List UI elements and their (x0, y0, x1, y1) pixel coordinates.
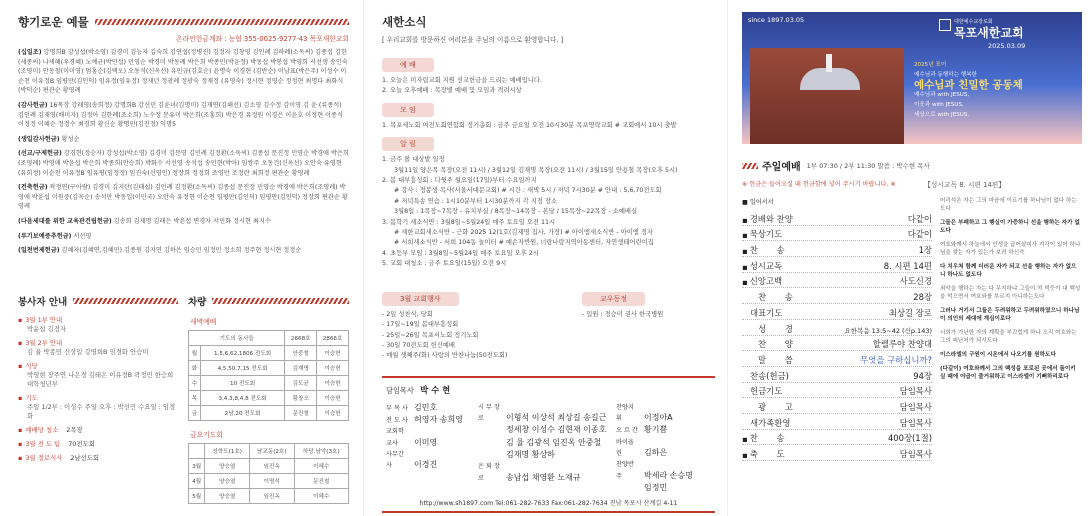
bullet-icon: ▪ (742, 214, 748, 225)
list-item: 1. 오늘은 미자립교회 지원 선교헌금을 드리는 예배입니다. (382, 77, 542, 84)
table-cell: 2866호 (317, 331, 349, 346)
table-cell: 임진옥 (249, 489, 294, 504)
offering-paragraph: (일천번제헌금) 김혜자(김혜연,김혜민) 김종원 김지연 김하은 임승민 임정민 정소희 정주현 정시현 정정순 (18, 247, 302, 255)
order-row (742, 273, 932, 289)
transfer-text: - 입원 : 정승미 권사 한국병원 (582, 310, 664, 318)
staff-name: 이정아A (644, 413, 673, 423)
order-item: 광 고 (758, 401, 801, 412)
order-row (742, 414, 932, 430)
order-value: 할렐루야 찬양대 (872, 339, 932, 350)
bullet-icon: ▪ (18, 440, 23, 448)
volunteer-names: 김 율 박종민 신상일 강명희B 임경화 안승미 (27, 348, 149, 356)
volunteer-label: 3월 1부 안내 (25, 316, 63, 324)
offering-category: (일천번제헌금) (18, 247, 60, 255)
church-logo-icon (939, 19, 951, 31)
theme-big: 예수님과 친밀한 공동체 (914, 79, 1023, 91)
responsive-reading (940, 195, 1081, 461)
staff-column (616, 402, 711, 494)
volunteer-item (18, 440, 178, 449)
list-item: 2. 오늘 오후예배 : 목장별 예배 및 모임과 격려시상 (382, 87, 522, 95)
table-cell: 문진철 (294, 474, 348, 489)
staff-role: 찬양지휘 (616, 403, 634, 423)
table-row (189, 444, 349, 459)
pastor-label: 담임목사 (386, 385, 414, 395)
order-row (742, 288, 932, 304)
table-cell: 이명석 (249, 474, 294, 489)
table-cell: 이승헌 (317, 376, 349, 391)
order-row (742, 257, 932, 273)
table-row (189, 376, 349, 391)
bottom-row (18, 294, 349, 504)
table-cell: 기도의 동사들 (189, 331, 285, 346)
list-item: 3월8일 : 1목장~7목장 - 유치부실 / 8목장~14목장 - 본당 / 15목장~22목장 - 소예배실 (394, 208, 638, 216)
order-row (742, 226, 932, 242)
staff-role: 전 도 사 (386, 417, 408, 425)
table-row (189, 406, 349, 421)
table-row (189, 346, 349, 361)
order-value: 1장 (918, 245, 932, 256)
list-item: # 강사 : 정봉생 목사(서울서대문교회) # 시간 : 새벽 5시 / 저녁 7시30분 # 안내 : 5,6,70전도회 (394, 187, 662, 195)
order-value: 사도신경 (899, 276, 932, 287)
table-cell: 3,4,3,8,4,8 전도회 (200, 391, 285, 406)
staff-name: 이경진 (414, 460, 438, 470)
table-cell: 황창오 (285, 391, 317, 406)
staff-box (382, 376, 715, 513)
car-section (188, 294, 349, 504)
list-item: 4. 초등부 모임 : 3월8일~5월24일 매주 토요일 오후 2시 (382, 249, 539, 257)
order-value: 무엇을 구하십니까? (860, 354, 932, 365)
worship-items (382, 76, 715, 97)
bullet-icon: ▪ (18, 316, 23, 324)
bullet-icon: ▪ (18, 426, 23, 434)
order-item: 말 씀 (758, 354, 801, 365)
order-item: 경배와 찬양 (749, 213, 793, 224)
list-item: 5. 교회 대청소 : 금주 토요일(15일) 오전 9시 (382, 260, 507, 268)
order-item: 새가족환영 (750, 417, 791, 428)
staff-name: 송남섭 채영환 노재규 (506, 472, 581, 482)
staff-row (478, 437, 616, 449)
list-item: - 매월 셋째주(화) 사랑의 반찬나눔(50전도회) (382, 352, 508, 360)
list-item: # 저녁특송 연습 : 1시10분부터 1시30분까지 각 지정 장소 (394, 197, 558, 205)
stand-up-marker: ■ 일어서서 (742, 199, 774, 206)
staff-name: 임정민 (644, 482, 668, 492)
order-value: 담임목사 (899, 417, 932, 428)
staff-grid (386, 402, 711, 494)
order-row (742, 430, 932, 446)
bullet-icon: ▪ (742, 246, 748, 257)
transfer-pill: 교우동정 (582, 292, 645, 306)
table-cell: 금 (189, 406, 201, 421)
staff-row (386, 414, 478, 426)
service-times: 1부 07:30 / 2부 11:30 말씀 : 박수현 목사 (806, 162, 930, 170)
table-cell: 김도균 (285, 376, 317, 391)
panel-offerings (0, 0, 363, 516)
worship-pill: 예 배 (382, 58, 434, 72)
notice-pill: 알 림 (382, 137, 434, 151)
staff-row (478, 461, 616, 484)
table-cell: 성학도(1호) (205, 444, 250, 459)
reading-verse: 이스라엘의 구원이 시온에서 나오기를 원하도다 (940, 352, 1056, 358)
bullet-icon: ▪ (742, 450, 748, 460)
cover-banner (742, 12, 1082, 144)
order-item: 성시교독 (749, 260, 783, 271)
meeting-items (382, 121, 715, 131)
table-cell: 화 (189, 361, 201, 376)
list-item: - 25일~26일 목포서노회 정기노회 (382, 331, 479, 339)
order-row (742, 445, 932, 461)
staff-role: 부 목 사 (386, 404, 408, 412)
bullet-icon: ▪ (18, 362, 23, 370)
staff-row (386, 426, 478, 449)
staff-name: 김재명 황상하 (506, 449, 555, 459)
list-item: 2. 봄 대부흥성회 : 다윗주 월요일(17일)부터 수요일까지 (382, 177, 537, 185)
volunteer-label: 3월 경로식사 (25, 454, 63, 462)
order-row (742, 367, 932, 383)
since-text: since 1897.03.05 (748, 16, 805, 24)
table-cell (189, 444, 205, 459)
volunteer-title: 봉사자 안내 (18, 297, 68, 308)
service-title: 주일예배 (762, 162, 801, 173)
table-cell: 이승헌 (317, 406, 349, 421)
table-cell: 김재명 (285, 361, 317, 376)
staff-name: 이미영 (414, 437, 438, 447)
volunteer-names: 박영현 장주연 나은경 김태은 이유정B 곽정민 한승희 대학청년부 (27, 371, 174, 388)
table-cell: 양승열 (205, 489, 250, 504)
offering-paragraph: (루기보예증추헌금) 서선영 (18, 232, 92, 240)
offering-category: (감사헌금) (18, 101, 48, 109)
table-cell: 이승헌 (317, 391, 349, 406)
staff-name: 박세라 손승명 (644, 470, 693, 480)
offering-list (18, 48, 349, 256)
order-row (742, 210, 932, 226)
offering-category: (건축헌금) (18, 184, 48, 192)
offering-paragraph: (선교/구제헌금) 강경현(정승자) 강성섭(박소영) 김경미 김문영 김민례 김정환(소독씨) 김종섭 문진정 민영순 박경애 박은희(조영례) 박영애 박윤섭 박은희 박종희(안승희) 박화수 서선영 송석섭 송민현(박아) 임쌍주 오동건(신옥선) 오안숙 유영현(유희정) 이순천 이유정B 임유평(임정정) 임진숙(신영민) 정장희 정정희 조영만 조정란 최희정 편관순 황영례 (18, 150, 349, 177)
bullet-icon: ▪ (18, 454, 23, 462)
order-value: 400장(1절) (887, 433, 932, 444)
welcome-text: [ 우리교회를 방문하신 여러분을 주님의 이름으로 환영합니다. ] (382, 36, 564, 44)
car-title: 차량 (188, 297, 207, 308)
table-cell: 1,5,6,62,1806 전도회 (200, 346, 285, 361)
reading-verse: 너희가 가난한 자의 계획을 부끄럽게 하나 오직 여호와는 그의 피난처가 되시도다 (940, 330, 1077, 344)
panel-news (363, 0, 727, 516)
volunteer-label: 식당 (25, 362, 38, 370)
order-value: 담임목사 (899, 449, 932, 459)
table-cell: 남교동(2호) (249, 444, 294, 459)
staff-row (616, 459, 711, 482)
staff-row (478, 402, 616, 425)
table-cell: 안중철 (285, 346, 317, 361)
theme-en: 세상으로 with JESUS. (914, 112, 970, 118)
order-item: 헌금기도 (750, 386, 783, 397)
list-item: - 2일 성찬식, 당회 (382, 310, 433, 318)
offering-header (18, 14, 349, 30)
table-cell: 월 (189, 346, 201, 361)
offering-paragraph: (감사헌금) 16목장 강래영(송희정) 강명희B 강신민 김윤녀(김명미) 김재연(김해선) 김소영 김수정 김이영 김 윤 (류종석) 김인례 김재영(배미자) 김정아 김한례(조소희) 노수정 문유미 박은희(조홍희) 박은경 유정원 이경은 이윤호 이정현 이종석 이정정 이혜순 정정수 최경희 황신순 황명민(김진정) 익명5 (18, 101, 343, 129)
staff-name: 정세창 이성수 김현재 이종호 (506, 425, 607, 435)
list-item: - 17일~19일 봄대부흥성회 (382, 321, 459, 329)
staff-row (478, 449, 616, 461)
staff-role: 바이올린 (616, 438, 634, 457)
friday-prayer-table (188, 443, 349, 504)
service-header (742, 158, 1081, 173)
table-row (189, 459, 349, 474)
panel-cover (727, 0, 1091, 516)
table-row (189, 391, 349, 406)
table-row (189, 474, 349, 489)
volunteer-section (18, 294, 178, 504)
table-cell: 하당.남악(3호) (294, 444, 348, 459)
table-cell: 임진옥 (249, 459, 294, 474)
offering-paragraph: (다음세대를 위한 교육관건립헌금) 김송희 김재명 김래은 박윤섭 변경자 서민화 정시현 최지수 (18, 217, 271, 225)
table-cell: 양승열 (205, 459, 250, 474)
events-row (382, 286, 715, 362)
meeting-pill: 모 임 (382, 103, 434, 117)
decorative-hatch (95, 19, 349, 25)
event-pill: 3월 교회행사 (382, 292, 459, 306)
theme-line: 예수님과 동행하는 행복한 (914, 72, 977, 78)
list-item: # 새한교회새소식반 - 근화 2025 12(1호(김재명 집사, 가정) # 아이엠새소식반 - 아이엠 정자 (394, 229, 654, 237)
table-cell: 2668호 (285, 331, 317, 346)
reading-verse: 죄악을 행하는 자는 다 무지하냐 그들이 떡 먹듯이 내 백성을 먹으면서 여호와를 부르지 아니하는도다 (940, 286, 1081, 300)
order-value: 담임목사 (899, 401, 932, 412)
order-row (742, 351, 932, 367)
list-item: 3. 봄학기 새소식반 : 3월8일~5월24일 매주 토요일 오전 11시 (382, 218, 556, 226)
decorative-hatch (212, 298, 349, 304)
order-item: 찬 송 (749, 433, 793, 444)
offering-title: 향기로운 예물 (18, 15, 89, 29)
church-building-image (750, 48, 904, 144)
bullet-icon: ▪ (742, 261, 748, 272)
notice-items (382, 155, 715, 269)
volunteer-item (18, 316, 178, 334)
order-value: 다같이 (907, 213, 932, 224)
bullet-icon: ▪ (18, 339, 23, 347)
staff-column (478, 402, 616, 494)
offering-paragraph: (건축헌금) 곽정연(구아람) 김경미 김지탄(김태섭) 김민례 김정환(소독씨) 김종섭 문진정 민영순 박경애 박은희(조영례) 박영애 박윤섭 이원중(김옥순) 송석만 박동일(이민국) 오안숙 유정현 이순천 임평만(김인덕) 임평만(김인덕) 정장희 편관순 황영례 (18, 184, 348, 211)
staff-role: 은 퇴 장 로 (478, 463, 500, 482)
volunteer-label: 예배당 청소 (25, 426, 59, 434)
table-cell: 문진철 (285, 406, 317, 421)
bullet-icon: ▪ (18, 394, 23, 402)
table-cell: 10 전도회 (200, 376, 285, 391)
table-row (189, 489, 349, 504)
dawn-worship-table (188, 330, 349, 421)
volunteer-value: 2남선도회 (68, 454, 100, 462)
order-value: 28장 (913, 292, 932, 303)
list-item: - 30일 70전도회 헌신예배 (382, 341, 455, 349)
offering-category: (루기보예증추헌금) (18, 232, 72, 240)
staff-role: 교회학교사 (386, 428, 404, 447)
event-list (382, 310, 582, 362)
volunteer-label: 3월 2부 안내 (25, 339, 63, 347)
order-item: 축 도 (749, 449, 793, 459)
volunteer-label: 기도 (25, 394, 38, 402)
offering-category: (생일감사헌금) (18, 135, 60, 143)
bullet-icon: ▪ (742, 434, 748, 445)
bullet-icon: ▪ (742, 277, 748, 288)
table-cell: 5월 (189, 489, 205, 504)
reading-verse: 어리석은 자는 그의 마음에 이르기를 하나님이 없다 하는도다 (940, 198, 1077, 212)
staff-name: 황기쁨 (644, 425, 668, 435)
staff-name: 허영자 송희영 (414, 415, 463, 425)
order-item: 찬 송 (758, 292, 801, 303)
list-item: 1. 금주 볼 대상발 일정 (382, 156, 445, 164)
staff-role: 시 무 장 로 (478, 403, 500, 423)
table-cell: 목 (189, 391, 201, 406)
staff-row (616, 482, 711, 494)
volunteer-names: 주일 1/2부 : 이성수 주일 오후 : 박선민 수요일 : 임경화 (27, 403, 176, 420)
pastor-line (386, 384, 711, 396)
order-item: 찬 양 (758, 339, 801, 350)
table-cell: 이혜수 (294, 459, 348, 474)
reading-verse: 여호와께서 하늘에서 인생을 굽어살피사 지각이 있어 하나님을 찾는 자가 있는가 보려 하신즉 (940, 242, 1081, 256)
volunteer-label: 3월 전 도 팀 (25, 440, 61, 448)
order-row (742, 241, 932, 257)
order-item: 대표기도 (750, 307, 783, 318)
theme-en: 이웃과 with JESUS, (914, 102, 964, 108)
order-value: 다같이 (907, 229, 932, 240)
scripture-heading: 【성시교독 8. 시편 14편】 (924, 181, 1006, 189)
list-item: 3월11일 양은목 목장(오전 11시) / 3월12일 김재명 목장(오전 11시) / 3월15일 안용철 목장(오후 5시) (394, 166, 678, 174)
offering-paragraph: (십일조) 강명희B 강성섭(박소영) 김경미 김능자 김숙희 김연섭(정병진) 김정자 김창영 김인례 김하례(소독씨) 김종섭 김한(세종씨) 나세혜(우경혜) 노예균(박민섭) 민영순 박경미 박동례 박은희 박종민(박윤정) 박동섭 박봉섭 박영희 서선생 송인숙(조영미) 안동철(이미영) 엄홍순(김택오) 오동석(신옥선) 유민규(김효순) 윤명숙 이경현 (김반순) 이남표(박은주) 이성수 이순천 이유정B 임평만(김인덕) 임유정(임유정) 정재년 정광례 정광숙 정재정 (유영숙) 정시현 정영순 정정현 최명다 최화식(박덕순) 편관순 황영례 (18, 49, 348, 95)
news-title: 새한소식 (382, 15, 427, 29)
order-row (742, 398, 932, 414)
staff-row (478, 424, 616, 436)
table-cell: 이혜수 (294, 489, 348, 504)
list-item: # 서희새소식반 - 서희 104동 놀이터 # 예손자반원, 너랑나랑지역아동센터, 자연생태어린이집 (394, 239, 654, 247)
reading-verse: 그러나 거기서 그들은 두려워하고 두려워하였으니 하나님이 의인의 세대에 계심이로다 (940, 308, 1080, 322)
order-item: 묵상기도 (749, 229, 783, 240)
order-of-worship (742, 195, 932, 461)
order-item: 찬송(헌금) (750, 370, 789, 381)
staff-row (616, 424, 711, 436)
order-row (742, 320, 932, 336)
reading-verse: 다 치우쳐 함께 더러운 자가 되고 선을 행하는 자가 없으니 하나도 없도다 (940, 264, 1077, 278)
staff-row (386, 449, 478, 472)
offering-paragraph: (생일감사헌금) 황성순 (18, 135, 80, 143)
staff-name: 김하은 (644, 447, 668, 457)
dawn-worship-caption: 새벽예배 (190, 318, 217, 326)
table-cell: 이승헌 (317, 346, 349, 361)
denomination: 대한예수교장로회 (954, 19, 993, 25)
table-row (189, 331, 349, 346)
order-item: 성 경 (758, 323, 801, 334)
reading-verse: 그들은 부패하고 그 행실이 가증하니 선을 행하는 자가 없도다 (940, 220, 1080, 234)
offering-category: (십일조) (18, 49, 42, 56)
volunteer-item (18, 339, 178, 357)
volunteer-item (18, 394, 178, 421)
reading-verse: (다같이) 여호와께서 그의 백성을 포로된 곳에서 돌이키실 때에 야곱이 즐거워하고 이스라엘이 기뻐하리로다 (940, 366, 1076, 380)
table-cell: 4,5,50,7,15 전도회 (200, 361, 285, 376)
order-row (742, 383, 932, 399)
volunteer-value: 2목장 (64, 426, 83, 434)
order-wrap (742, 195, 1081, 461)
order-value: 담임목사 (899, 386, 932, 397)
contact-info[interactable]: http://www.sh1897.com Tel:061-282-7633 Fax:061-282-7634 전남 목포시 산계길 4-11 (419, 500, 678, 508)
list-item: 1. 목포세노회 여전도회연합회 정기총회 : 금주 금요일 오전 10시30분 목포영락교회 # 교회에서 10시 출발 (382, 121, 677, 129)
friday-prayer-caption: 금요기도회 (190, 431, 223, 439)
staff-row (616, 437, 711, 460)
table-cell: 양승열 (205, 474, 250, 489)
pastor-name: 박 수 현 (420, 384, 451, 395)
staff-name: 이형석 이상석 최상길 송길근 (506, 413, 607, 423)
table-row (189, 361, 349, 376)
staff-name: 김 율 김광석 임진옥 안중철 (506, 437, 602, 447)
order-row (742, 304, 932, 320)
volunteer-item (18, 362, 178, 389)
volunteer-value: 70전도회 (66, 440, 95, 448)
table-cell: 수 (189, 376, 201, 391)
order-value: 요한복음 13:5~42 (신p.143) (844, 326, 932, 335)
theme-small: 2025년 표어 (914, 62, 947, 68)
table-cell: 4월 (189, 474, 205, 489)
table-cell: 3월 (189, 459, 205, 474)
order-row (742, 336, 932, 352)
bullet-icon: ▪ (742, 230, 748, 241)
staff-row (386, 402, 478, 414)
staff-role: 오 르 간 (616, 427, 638, 435)
year-theme (914, 60, 1074, 120)
order-item: 신앙고백 (749, 276, 783, 287)
offering-category: (다음세대를 위한 교육관건립헌금) (18, 217, 112, 225)
offering-category: (선교/구제헌금) (18, 150, 62, 158)
order-value: 8. 시편 14편 (883, 260, 932, 271)
volunteer-names: 박윤섭 김정자 (27, 325, 67, 333)
offering-account: 온라인헌금계좌 : 농협 355-0025-9277-43 목포새한교회 (176, 35, 349, 43)
table-cell: 이승헌 (317, 361, 349, 376)
decorative-hatch (742, 163, 758, 169)
order-value: 최상길 장로 (888, 307, 932, 318)
decorative-hatch (73, 298, 178, 304)
staff-row (616, 402, 711, 425)
staff-column (386, 402, 478, 494)
table-cell: 2남,20 전도회 (200, 406, 285, 421)
staff-role: 사무간사 (386, 450, 404, 470)
order-value: 94장 (913, 370, 932, 381)
bulletin-date: 2025.03.09 (988, 42, 1026, 50)
volunteer-item (18, 454, 178, 463)
staff-name: 김민호 (414, 402, 438, 412)
offering-notice: ※ 헌금은 들어오실 때 헌금함에 넣어 주시기 바랍니다. ※ (742, 181, 896, 188)
church-name: 목포새한교회 (954, 26, 1024, 40)
staff-role: 찬양반주 (616, 461, 634, 480)
volunteer-list (18, 316, 178, 463)
order-item: 찬 송 (749, 245, 793, 256)
theme-en: 예수님과 with JESUS, (914, 92, 970, 98)
notice-row (742, 179, 1081, 189)
volunteer-item (18, 426, 178, 435)
